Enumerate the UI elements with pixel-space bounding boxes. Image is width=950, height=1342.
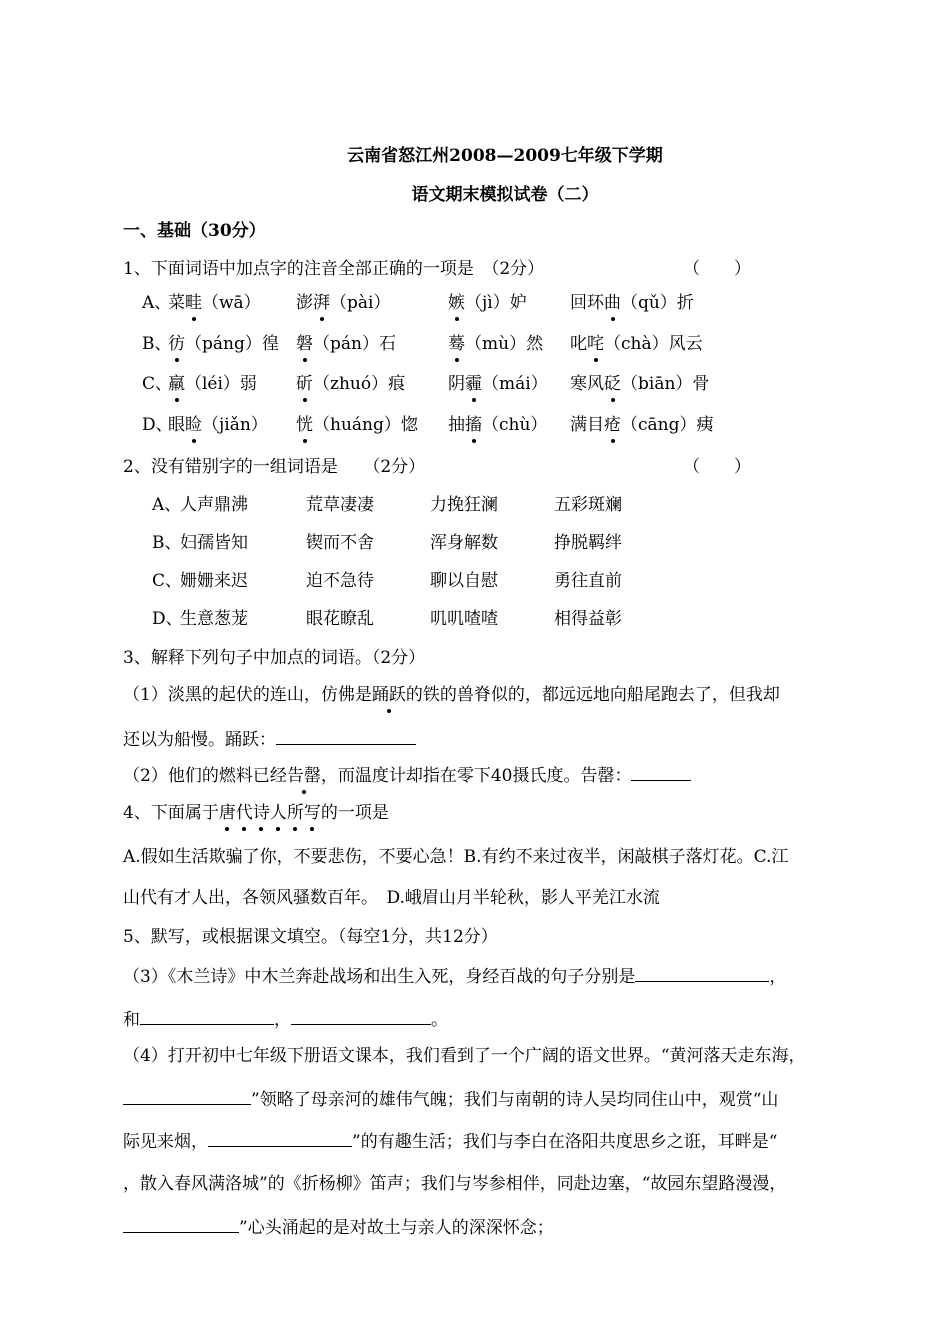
q1-option-word: 叱咤（chà）风云 [570, 334, 703, 354]
q1-option-word: 澎湃（pài） [296, 293, 391, 313]
dotted-char: 曲 [604, 293, 621, 313]
q1-stem: 1、下面词语中加点字的注音全部正确的一项是 （2分） [123, 259, 545, 279]
q2-option-word: 妇孺皆知 [180, 533, 248, 553]
dotted-char: 唐 [218, 803, 236, 823]
q5-part4-line1: （4）打开初中七年级下册语文课本，我们看到了一个广阔的语文世界。“黄河落天走东海， [123, 1046, 806, 1066]
q5-part3-line2: 和 ， 。 [123, 1010, 448, 1030]
dotted-char: 睑 [185, 415, 202, 435]
dotted-char: 彷 [168, 334, 185, 354]
q2-option-word: 生意葱茏 [180, 609, 248, 629]
q2-option-word: 叽叽喳喳 [430, 609, 498, 629]
q4-stem: 4、下面属于唐代诗人所写的一项是 [123, 803, 389, 823]
q1-option-word: 满目疮（cāng）痍 [570, 415, 714, 435]
q1-option-word: 回环曲（qǔ）折 [570, 293, 694, 313]
q4-options-line1: A.假如生活欺骗了你，不要悲伤，不要心急！B.有约不来过夜半，闲敲棋子落灯花。C.江 [123, 847, 789, 867]
q2-option-word: 聊以自慰 [430, 571, 498, 591]
q2-option-letter: C、 [152, 571, 183, 591]
q2-option-word: 力挽狂澜 [430, 495, 498, 515]
section-heading: 一、基础（30分） [123, 221, 266, 241]
q3-stem: 3、解释下列句子中加点的词语。（2分） [123, 648, 426, 668]
q1-option-word: 眼睑（jiǎn） [168, 415, 268, 435]
dotted-char: 恍 [296, 415, 313, 435]
q2-option-word: 五彩斑斓 [554, 495, 622, 515]
q2-option-word: 人声鼎沸 [180, 495, 248, 515]
q2-option-word: 浑身解数 [430, 533, 498, 553]
q1-option-letter: A、 [142, 293, 172, 313]
q2-option-word: 姗姗来迟 [180, 571, 248, 591]
dotted-char: 砭 [604, 374, 621, 394]
q1-option-word: 抽搐（chù） [448, 415, 548, 435]
q2-option-letter: D、 [152, 609, 183, 629]
dotted-char: 诗 [252, 803, 270, 823]
dotted-word: 踊跃 [371, 685, 406, 705]
q2-option-word: 相得益彰 [554, 609, 622, 629]
q1-option-letter: D、 [142, 415, 173, 435]
answer-blank[interactable] [631, 764, 691, 781]
dotted-char: 代 [235, 803, 253, 823]
q1-option-word: 磐（pán）石 [296, 334, 396, 354]
q2-option-word: 眼花瞭乱 [306, 609, 374, 629]
q5-part4-line4: ，散入春风满洛城”的《折杨柳》笛声；我们与岑参相伴，同赴边塞，“故园东望路漫漫， [123, 1174, 787, 1194]
q1-option-word: 羸（léi）弱 [168, 374, 257, 394]
q1-option-word: 阴霾（mái） [448, 374, 548, 394]
exam-title-line1: 云南省怒江州2008—2009七年级下学期 [347, 146, 663, 166]
q2-answer-bracket: （ ） [683, 457, 751, 477]
dotted-char: 嫉 [448, 293, 465, 313]
answer-blank[interactable] [140, 1008, 274, 1025]
dotted-char: 斫 [296, 374, 313, 394]
exam-title-line2: 语文期末模拟试卷（二） [411, 185, 599, 205]
q2-option-word: 迫不急待 [306, 571, 374, 591]
dotted-char: 人 [269, 803, 287, 823]
dotted-char: 写 [303, 803, 321, 823]
q1-option-word: 嫉（jì）妒 [448, 293, 527, 313]
q2-option-letter: B、 [152, 533, 182, 553]
q3-sentence1: （1）淡黑的起伏的连山，仿佛是踊跃的铁的兽脊似的，都远远地向船尾跑去了，但我却 [123, 685, 780, 705]
dotted-char: 畦 [185, 293, 202, 313]
q3-sentence2: （2）他们的燃料已经告罄，而温度计却指在零下40摄氏度。告罄： [123, 764, 691, 787]
q1-answer-bracket: （ ） [683, 259, 751, 279]
answer-blank[interactable] [208, 1130, 352, 1147]
q5-part3-line1: （3）《木兰诗》中木兰奔赴战场和出生入死，身经百战的句子分别是 ， [123, 967, 787, 987]
dotted-char: 霾 [465, 374, 482, 394]
q2-option-word: 荒草凄凄 [306, 495, 374, 515]
dotted-char: 咤 [587, 334, 604, 354]
dotted-char: 搐 [465, 415, 482, 435]
q5-part4-line3: 际见来烟， ”的有趣生活；我们与李白在洛阳共度思乡之诳，耳畔是“ [123, 1132, 778, 1152]
q1-option-word: 斫（zhuó）痕 [296, 374, 406, 394]
q1-option-word: 恍（huáng）惚 [296, 415, 418, 435]
q4-dotted-phrase [219, 803, 321, 823]
q5-part4-line5: ”心头涌起的是对故土与亲人的深深怀念； [123, 1216, 554, 1239]
q1-option-word: 彷（páng）徨 [168, 334, 279, 354]
answer-blank[interactable] [291, 1008, 431, 1025]
dotted-char: 疮 [604, 415, 621, 435]
answer-blank[interactable] [123, 1216, 239, 1233]
dotted-word: 告罄 [286, 766, 321, 786]
q1-option-word: 蓦（mù）然 [448, 334, 544, 354]
dotted-char: 磐 [296, 334, 313, 354]
dotted-char: 羸 [168, 374, 185, 394]
q2-stem: 2、没有错别字的一组词语是 （2分） [123, 457, 426, 477]
q1-option-letter: B、 [142, 334, 172, 354]
q2-option-word: 挣脱羁绊 [554, 533, 622, 553]
dotted-char: 湃 [313, 293, 330, 313]
q2-option-word: 勇往直前 [554, 571, 622, 591]
q4-options-line2: 山代有才人出，各领风骚数百年。 D.峨眉山月半轮秋，影人平羌江水流 [123, 888, 660, 908]
q1-option-word: 寒风砭（biān）骨 [570, 374, 710, 394]
answer-blank[interactable] [635, 965, 769, 982]
dotted-char: 蓦 [448, 334, 465, 354]
answer-blank[interactable] [276, 728, 416, 745]
q2-option-letter: A、 [152, 495, 182, 515]
dotted-char: 所 [286, 803, 304, 823]
answer-blank[interactable] [123, 1088, 251, 1105]
q5-stem: 5、默写，或根据课文填空。（每空1分，共12分） [123, 927, 498, 947]
q3-sentence1-cont: 还以为船慢。踊跃： [123, 728, 416, 751]
q1-option-letter: C、 [142, 374, 173, 394]
q5-part4-line2: ”领略了母亲河的雄伟气魄；我们与南朝的诗人吴均同住山中，观赏“山 [123, 1088, 778, 1111]
q2-option-word: 锲而不舍 [306, 533, 374, 553]
q1-option-word: 菜畦（wā） [168, 293, 261, 313]
